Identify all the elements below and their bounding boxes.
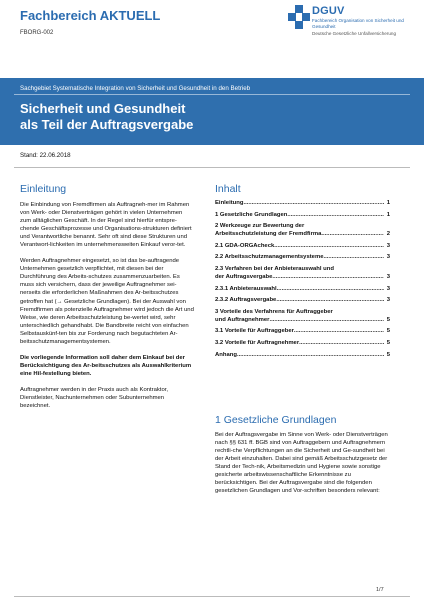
toc-column xyxy=(215,183,390,362)
toc-item[interactable]: 2.3.1 Anbieterauswahl ..... 3 xyxy=(215,285,390,293)
intro-column xyxy=(20,183,195,418)
document-title-line2: als Teil der Auftragsvergabe xyxy=(20,117,194,132)
toc-item[interactable]: 3.2 Vorteile für Auftragnehmer ..... 5 xyxy=(215,339,390,347)
toc-item[interactable]: Anhang ..... 5 xyxy=(215,351,390,359)
section-gesetzliche-grundlagen xyxy=(215,414,390,495)
page-number: 1/7 xyxy=(376,587,384,593)
logo-brand: DGUV xyxy=(312,5,345,17)
intro-paragraph-2: Werden Auftragnehmer eingesetzt, so ist das be-auftragende Unternehmen gesetzlich verpflichtet, mit diesen bei der Durchführung des Arbeits-schutzes zusammenzuarbeiten. Es muss sich versichern, dass der jeweilige Auftragnehmer sei-nerseits die erforderlichen Maßnahmen des Ar-beitsschutzes getroffen hat (→ Gesetzliche Grundlagen). Bei der Auswahl von Fremdfirmen als potenzielle Auftragnehmer wird jedoch die Art und Weise, wie deren Arbeitsschutzleistung be-wertet wird, sehr unterschiedlich gehandhabt. Die Bandbreite reicht von einfachen Selbstauskünf-ten bis zur Forderung nach begutachteten Ar-beitsschutzmanagementsystemen. xyxy=(20,258,194,345)
logo-org: Fachbereich Organisation von Sicherheit und Gesundheit xyxy=(312,18,404,29)
banner-divider xyxy=(14,94,410,95)
document-title-line1: Sicherheit und Gesundheit xyxy=(20,101,186,116)
toc-item[interactable]: 2.1 GDA-ORGAcheck ..... 3 xyxy=(215,242,390,250)
banner-subject: Sachgebiet Systematische Integration von Sicherheit und Gesundheit in den Betrieb xyxy=(20,85,251,92)
intro-heading: Einleitung xyxy=(20,183,67,195)
logo-subtitle: Deutsche Gesetzliche Unfallversicherung xyxy=(312,31,397,36)
footer-divider xyxy=(14,596,410,597)
toc-item[interactable]: 3 Vorteile des Verfahrens für Auftraggeber und Auftragnehmer ..... 5 xyxy=(215,308,390,324)
intro-paragraph-3: Die vorliegende Information soll daher dem Einkauf bei der Berücksichtigung des Ar-beitsschutzes als Auswahlkriterium eine Hil-festellung bieten. xyxy=(20,354,192,377)
toc-item[interactable]: 2.3 Verfahren bei der Anbieterauswahl und der Auftragsvergabe ..... 3 xyxy=(215,265,390,281)
stand-date: Stand: 22.06.2018 xyxy=(20,152,71,159)
intro-paragraph-4: Auftragnehmer werden in der Praxis auch als Kontraktor, Dienstleister, Nachunternehmen oder Subunternehmen bezeichnet. xyxy=(20,386,168,410)
title-banner xyxy=(0,78,424,145)
section-heading: 1 Gesetzliche Grundlagen xyxy=(215,414,337,426)
toc-item[interactable]: 1 Gesetzliche Grundlagen ..... 1 xyxy=(215,211,390,219)
dguv-emblem-icon xyxy=(288,5,310,35)
toc-item[interactable]: 3.1 Vorteile für Auftraggeber ..... 5 xyxy=(215,327,390,335)
divider xyxy=(14,167,410,168)
toc-item[interactable]: 2.3.2 Auftragsvergabe ..... 3 xyxy=(215,296,390,304)
document-code: FBORG-002 xyxy=(20,30,54,36)
header-title: Fachbereich AKTUELL xyxy=(20,8,161,23)
toc-item[interactable]: Einleitung ..... 1 xyxy=(215,199,390,207)
intro-paragraph-1: Die Einbindung von Fremdfirmen als Auftragneh-mer im Rahmen von Werk- oder Dienstverträgen gehört in vielen Unternehmen zum alltäglichen Geschäft. In der Regel sind hierfür entspre-chende Geschäftsprozesse und Organisations-strukturen definiert und Verantwortliche benannt. Sehr oft sind diese Strukturen und Verantwort-lichkeiten im unternehmensweiten Einkauf veror-tet. xyxy=(20,202,192,249)
toc-item[interactable]: 2.2 Arbeitsschutzmanagementsysteme ..... 3 xyxy=(215,253,390,261)
toc-heading: Inhalt xyxy=(215,183,241,195)
toc-item[interactable]: 2 Werkzeuge zur Bewertung der Arbeitsschutzleistung der Fremdfirma ..... 2 xyxy=(215,222,390,238)
section-paragraph: Bei der Auftragsvergabe im Sinne von Werk- oder Dienstverträgen nach §§ 631 ff. BGB sind von Auftraggebern und Auftragnehmern rechtli-che Verpflichtungen an die Sicherheit und Ge-sundheit bei der Arbeit einzuhalten. Dabei sind gemäß Arbeitsschutzgesetz der Stand der Tech-nik, Arbeitsmedizin und Hygiene sowie sonstige gesicherte arbeitswissenschaftliche Erkenntnisse zu berücksichtigen. Bei der Auftragsvergabe sind die folgenden gesetzlichen Grundlagen und Vor-schriften besonders relevant: xyxy=(215,432,388,495)
dguv-logo xyxy=(288,5,408,65)
